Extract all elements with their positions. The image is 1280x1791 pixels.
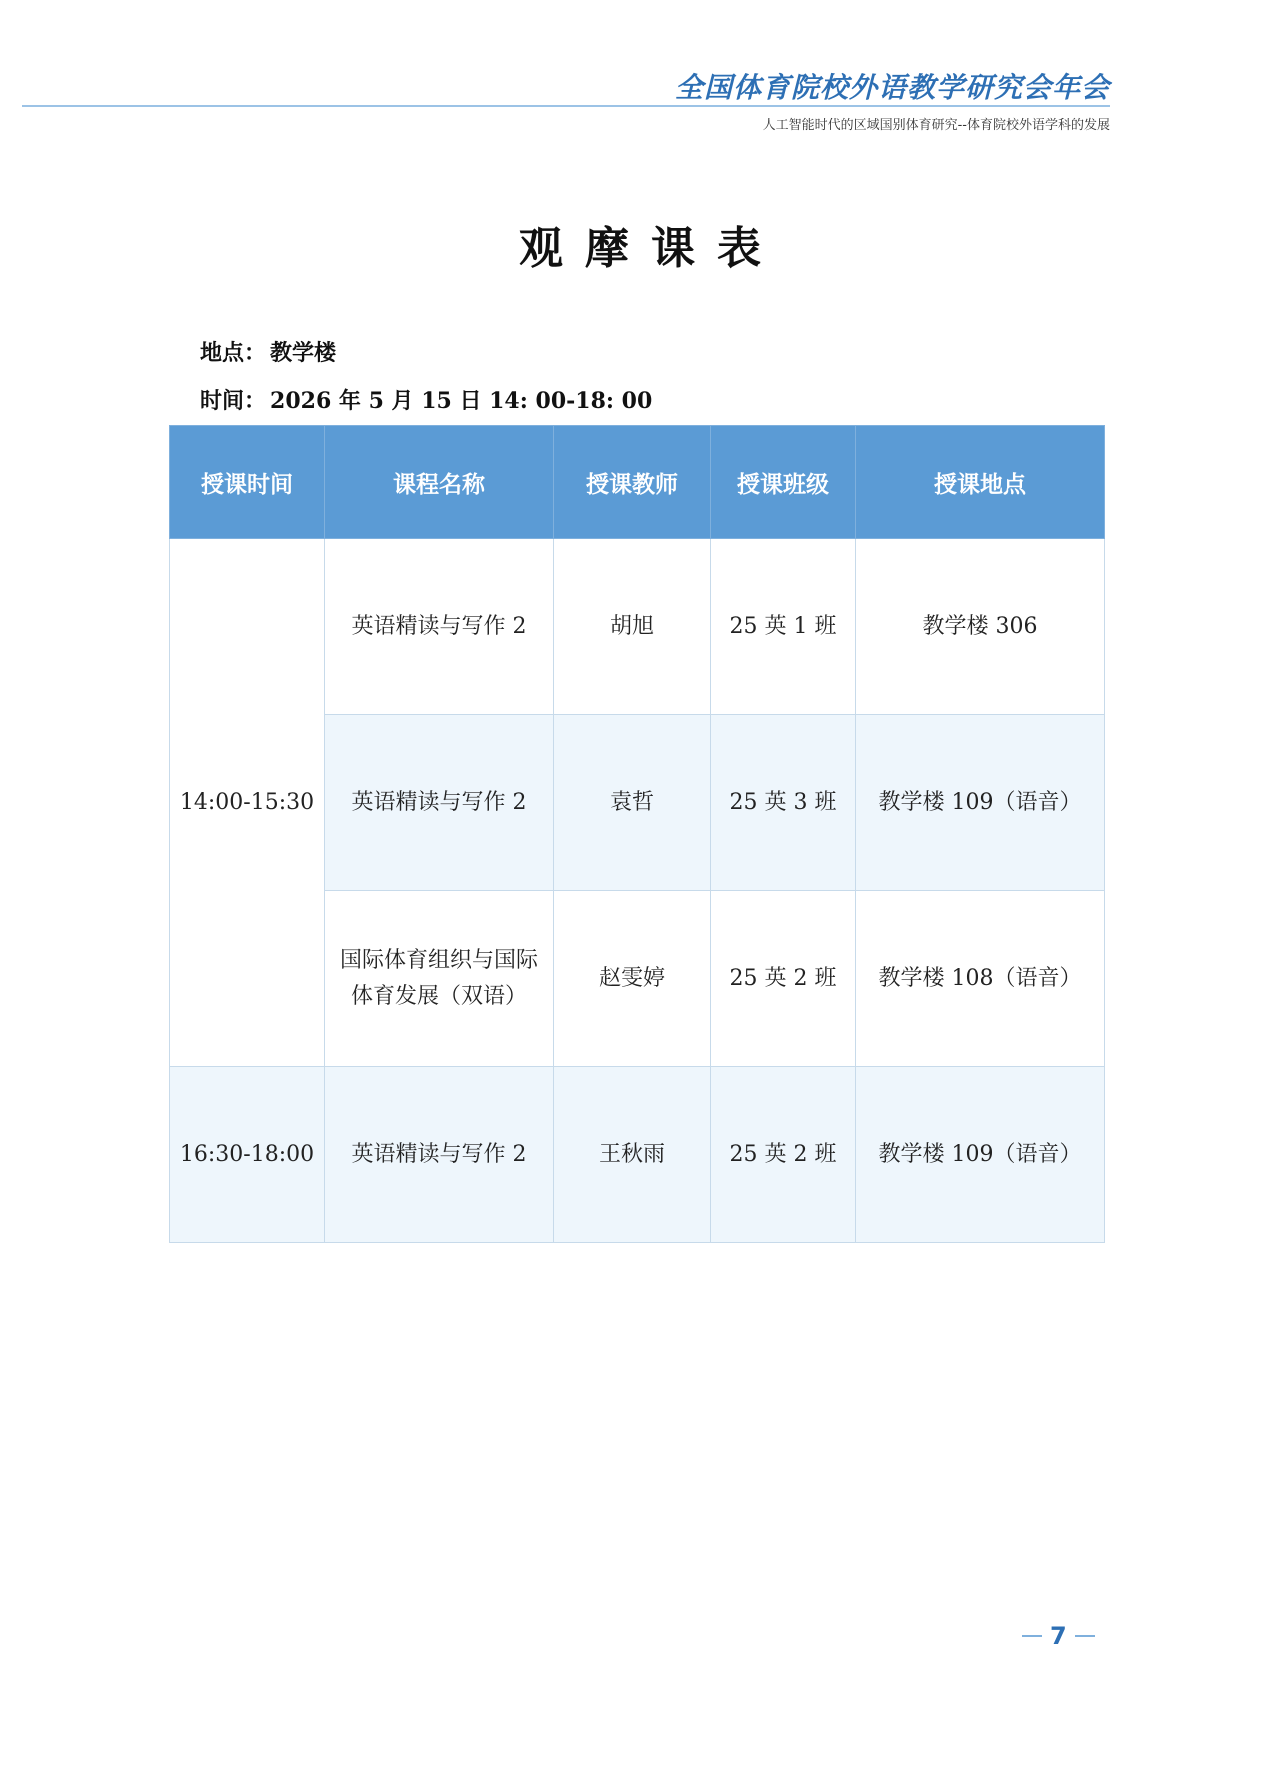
header-time: 授课时间 [170, 426, 325, 539]
course-cell: 国际体育组织与国际体育发展（双语） [325, 891, 554, 1067]
location-cell: 教学楼 108（语音） [856, 891, 1105, 1067]
teacher-cell: 胡旭 [554, 539, 711, 715]
teacher-cell: 袁哲 [554, 715, 711, 891]
class-cell: 25 英 1 班 [711, 539, 856, 715]
time-cell: 14:00-15:30 [170, 539, 325, 1067]
table-row [170, 539, 1105, 715]
location-value: 教学楼 [270, 340, 337, 366]
table-header-row [170, 426, 1105, 539]
class-cell: 25 英 2 班 [711, 1067, 856, 1243]
time-cell: 16:30-18:00 [170, 1067, 325, 1243]
page-number [1022, 1622, 1095, 1650]
schedule-table [169, 425, 1105, 1243]
header-class: 授课班级 [711, 426, 856, 539]
location-label: 地点： [200, 340, 267, 366]
time-line [200, 384, 652, 415]
time-value: 2026 年 5 月 15 日 14: 00-18: 00 [270, 388, 653, 414]
table-row [170, 1067, 1105, 1243]
location-cell: 教学楼 109（语音） [856, 1067, 1105, 1243]
teacher-cell: 王秋雨 [554, 1067, 711, 1243]
page-number-dash-left [1022, 1635, 1042, 1637]
page-number-dash-right [1075, 1635, 1095, 1637]
conference-subtitle: 人工智能时代的区域国别体育研究--体育院校外语学科的发展 [762, 118, 1110, 133]
course-cell: 英语精读与写作 2 [325, 715, 554, 891]
header-divider [22, 105, 1110, 107]
header-location: 授课地点 [856, 426, 1105, 539]
course-cell: 英语精读与写作 2 [325, 539, 554, 715]
location-cell: 教学楼 306 [856, 539, 1105, 715]
course-cell: 英语精读与写作 2 [325, 1067, 554, 1243]
header-course: 课程名称 [325, 426, 554, 539]
location-cell: 教学楼 109（语音） [856, 715, 1105, 891]
location-line [200, 336, 336, 367]
teacher-cell: 赵雯婷 [554, 891, 711, 1067]
page-number-value: 7 [1050, 1622, 1067, 1650]
conference-title: 全国体育院校外语教学研究会年会 [674, 71, 1110, 104]
class-cell: 25 英 3 班 [711, 715, 856, 891]
class-cell: 25 英 2 班 [711, 891, 856, 1067]
header-teacher: 授课教师 [554, 426, 711, 539]
page-title: 观摩课表 [519, 223, 783, 274]
time-label: 时间： [200, 388, 267, 414]
